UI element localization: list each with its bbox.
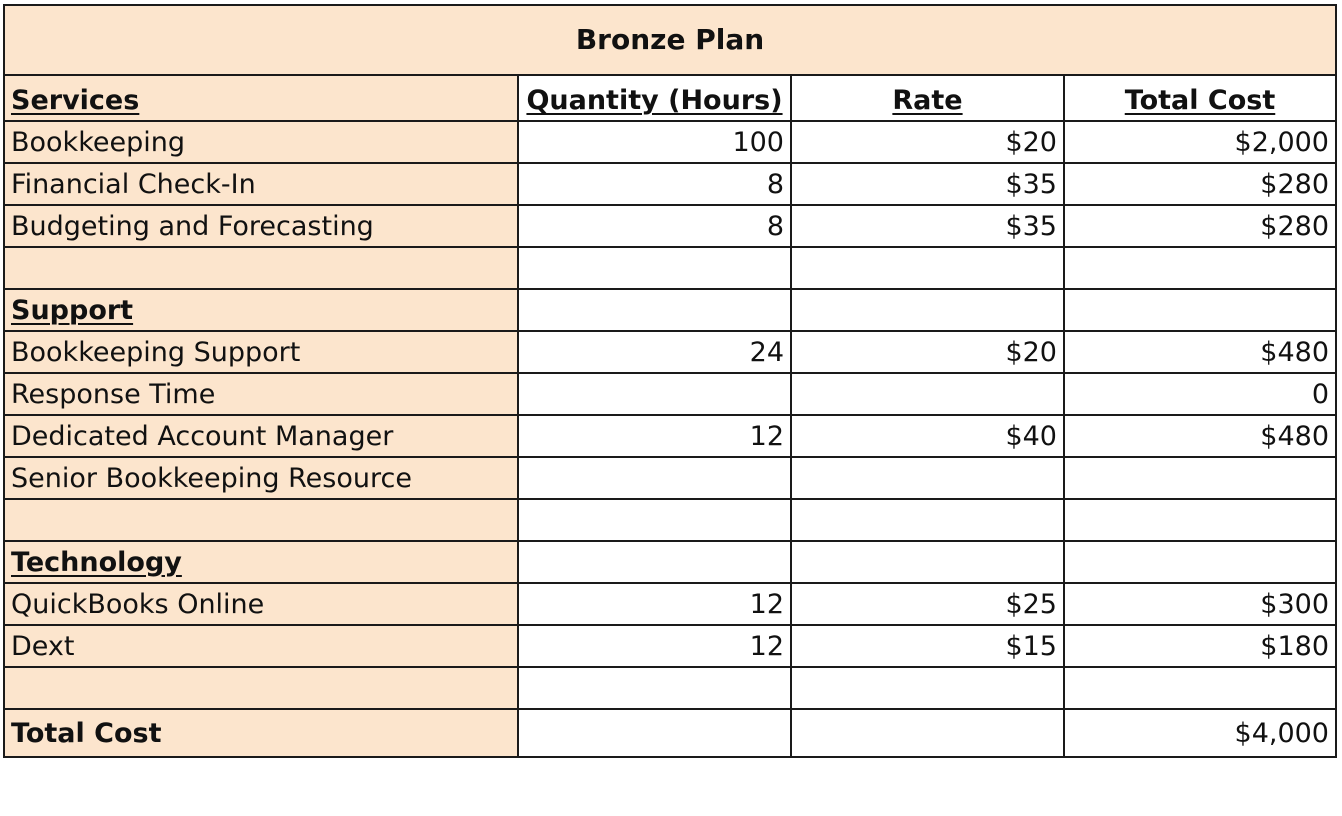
rate-cell[interactable]: $35 [791,205,1064,247]
section-heading-technology: Technology [11,546,182,578]
rate-cell[interactable]: $20 [791,331,1064,373]
header-services: Services [11,85,140,116]
section-heading-support: Support [11,294,134,326]
grand-total-label-cell[interactable]: Total Cost [4,709,518,757]
rate-cell[interactable] [791,541,1064,583]
section-label-cell[interactable] [4,289,518,331]
rate-cell[interactable]: $25 [791,583,1064,625]
quantity-cell[interactable] [518,247,791,289]
quantity-cell[interactable] [518,541,791,583]
header-quantity: Quantity (Hours) [526,85,783,116]
row-label-cell[interactable]: Bookkeeping Support [4,331,518,373]
header-row [4,75,1336,121]
quantity-cell[interactable]: 12 [518,583,791,625]
table-row [4,499,1336,541]
header-rate-cell[interactable] [791,75,1064,121]
rate-cell[interactable] [791,289,1064,331]
pricing-table [3,4,1337,758]
header-services-cell[interactable] [4,75,518,121]
quantity-cell[interactable] [518,709,791,757]
total-cost-cell[interactable]: $280 [1064,163,1336,205]
table-row [4,205,1336,247]
table-row [4,457,1336,499]
quantity-cell[interactable]: 8 [518,163,791,205]
quantity-cell[interactable] [518,667,791,709]
quantity-cell[interactable]: 8 [518,205,791,247]
rate-cell[interactable] [791,373,1064,415]
total-cost-cell[interactable]: $480 [1064,415,1336,457]
rate-cell[interactable] [791,457,1064,499]
section-label-cell[interactable] [4,541,518,583]
row-label-cell[interactable] [4,499,518,541]
grand-total-value-cell[interactable]: $4,000 [1064,709,1336,757]
row-label-cell[interactable] [4,667,518,709]
row-label-cell[interactable]: Dedicated Account Manager [4,415,518,457]
total-cost-cell[interactable]: 0 [1064,373,1336,415]
header-rate: Rate [892,85,963,116]
quantity-cell[interactable] [518,373,791,415]
header-total-cell[interactable] [1064,75,1336,121]
table-row [4,247,1336,289]
table-row [4,667,1336,709]
total-cost-cell[interactable] [1064,457,1336,499]
row-label-cell[interactable]: Dext [4,625,518,667]
header-quantity-cell[interactable] [518,75,791,121]
total-cost-cell[interactable]: $480 [1064,331,1336,373]
rate-cell[interactable]: $20 [791,121,1064,163]
table-row [4,121,1336,163]
rate-cell[interactable]: $15 [791,625,1064,667]
rate-cell[interactable] [791,709,1064,757]
total-cost-cell[interactable] [1064,667,1336,709]
quantity-cell[interactable] [518,457,791,499]
table-row [4,625,1336,667]
row-label-cell[interactable]: Bookkeeping [4,121,518,163]
rate-cell[interactable] [791,499,1064,541]
total-cost-cell[interactable]: $180 [1064,625,1336,667]
total-cost-cell[interactable] [1064,289,1336,331]
total-cost-cell[interactable] [1064,499,1336,541]
rate-cell[interactable] [791,667,1064,709]
total-cost-cell[interactable] [1064,247,1336,289]
row-label-cell[interactable]: Senior Bookkeeping Resource [4,457,518,499]
rate-cell[interactable]: $40 [791,415,1064,457]
table-row [4,163,1336,205]
plan-title-cell[interactable]: Bronze Plan [4,5,1336,75]
header-total: Total Cost [1124,85,1276,116]
row-label-cell[interactable]: Financial Check-In [4,163,518,205]
table-row [4,331,1336,373]
quantity-cell[interactable] [518,289,791,331]
table-row [4,289,1336,331]
table-row [4,415,1336,457]
row-label-cell[interactable] [4,247,518,289]
total-cost-cell[interactable] [1064,541,1336,583]
grand-total-row [4,709,1336,757]
quantity-cell[interactable]: 24 [518,331,791,373]
quantity-cell[interactable] [518,499,791,541]
row-label-cell[interactable]: Budgeting and Forecasting [4,205,518,247]
quantity-cell[interactable]: 12 [518,415,791,457]
quantity-cell[interactable]: 12 [518,625,791,667]
total-cost-cell[interactable]: $280 [1064,205,1336,247]
table-row [4,373,1336,415]
table-row [4,583,1336,625]
row-label-cell[interactable]: Response Time [4,373,518,415]
total-cost-cell[interactable]: $300 [1064,583,1336,625]
title-row [4,5,1336,75]
row-label-cell[interactable]: QuickBooks Online [4,583,518,625]
rate-cell[interactable]: $35 [791,163,1064,205]
quantity-cell[interactable]: 100 [518,121,791,163]
total-cost-cell[interactable]: $2,000 [1064,121,1336,163]
rate-cell[interactable] [791,247,1064,289]
table-row [4,541,1336,583]
